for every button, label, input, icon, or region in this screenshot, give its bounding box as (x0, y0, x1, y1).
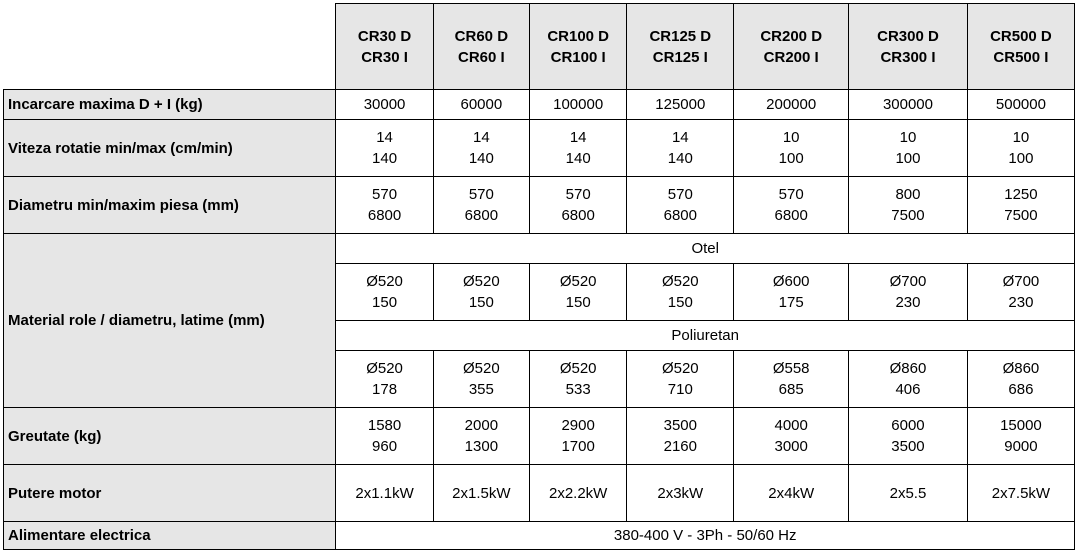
value-cell (734, 177, 849, 234)
value-cell (433, 264, 529, 321)
row-power-supply (4, 522, 1075, 550)
value-cell (627, 351, 734, 408)
value-cell (627, 264, 734, 321)
max-value: 140 (667, 150, 693, 167)
roller-diameter: Ø700 (889, 273, 927, 290)
value-cell (627, 408, 734, 465)
roller-diameter: Ø520 (559, 360, 597, 377)
max-value: 7500 (1004, 207, 1038, 224)
specifications-table (3, 3, 1075, 550)
model-header-cr200 (734, 4, 849, 90)
min-value: 14 (671, 129, 689, 146)
value-cell (530, 351, 627, 408)
row-label: Putere motor (4, 465, 336, 522)
row-label: Alimentare electrica (4, 522, 336, 550)
roller-width: 150 (565, 294, 591, 311)
min-value: 10 (899, 129, 917, 146)
value-cell: 60000 (433, 90, 529, 120)
roller-width: 175 (778, 294, 804, 311)
value-cell (849, 264, 968, 321)
value-cell (967, 264, 1074, 321)
model-name-i: CR30 I (361, 48, 408, 66)
value-cell (734, 351, 849, 408)
roller-width: 150 (468, 294, 494, 311)
roller-diameter: Ø558 (772, 360, 810, 377)
material-steel-heading: Otel (336, 234, 1075, 264)
roller-diameter: Ø520 (366, 360, 403, 377)
weight-d: 1580 (367, 417, 402, 434)
value-cell: 200000 (734, 90, 849, 120)
value-cell: 300000 (849, 90, 968, 120)
value-cell (530, 408, 627, 465)
roller-diameter: Ø520 (661, 273, 699, 290)
weight-d: 4000 (774, 417, 808, 434)
max-value: 140 (565, 150, 591, 167)
model-name-i: CR500 I (993, 48, 1049, 66)
value-cell: 2x7.5kW (967, 465, 1074, 522)
value-cell: 30000 (336, 90, 433, 120)
corner-cell (4, 4, 336, 90)
value-cell: 500000 (967, 90, 1074, 120)
max-value: 6800 (367, 207, 402, 224)
min-value: 570 (372, 186, 398, 203)
row-label: Incarcare maxima D + I (kg) (4, 90, 336, 120)
max-value: 140 (372, 150, 398, 167)
value-cell: 2x3kW (627, 465, 734, 522)
roller-diameter: Ø860 (889, 360, 927, 377)
value-cell (849, 177, 968, 234)
roller-width: 710 (667, 381, 693, 398)
max-value: 6800 (774, 207, 808, 224)
model-name-d: CR30 D (357, 27, 412, 45)
model-name-d: CR125 D (649, 27, 712, 45)
roller-width: 178 (372, 381, 398, 398)
value-cell (433, 408, 529, 465)
model-header-cr100 (530, 4, 627, 90)
min-value: 570 (565, 186, 591, 203)
weight-i: 960 (372, 438, 398, 455)
model-name-d: CR500 D (990, 27, 1052, 45)
value-cell (336, 264, 433, 321)
weight-i: 1700 (561, 438, 595, 455)
value-cell (967, 120, 1074, 177)
model-name-i: CR300 I (880, 48, 936, 66)
row-weight (4, 408, 1075, 465)
value-cell (530, 177, 627, 234)
roller-width: 230 (895, 294, 921, 311)
row-motor-power (4, 465, 1075, 522)
value-cell (433, 351, 529, 408)
roller-diameter: Ø520 (463, 360, 500, 377)
value-cell (967, 351, 1074, 408)
roller-diameter: Ø520 (661, 360, 699, 377)
row-label-material: Material role / diametru, latime (mm) (4, 234, 336, 408)
roller-width: 150 (372, 294, 398, 311)
model-name-d: CR100 D (547, 27, 610, 45)
row-label: Diametru min/maxim piesa (mm) (4, 177, 336, 234)
roller-diameter: Ø860 (1002, 360, 1040, 377)
value-cell (734, 408, 849, 465)
roller-width: 533 (565, 381, 591, 398)
min-value: 10 (782, 129, 800, 146)
value-cell (433, 177, 529, 234)
model-name-i: CR125 I (652, 48, 708, 66)
weight-i: 1300 (464, 438, 499, 455)
value-cell: 100000 (530, 90, 627, 120)
value-cell (849, 120, 968, 177)
max-value: 6800 (663, 207, 697, 224)
model-header-cr125 (627, 4, 734, 90)
roller-diameter: Ø520 (559, 273, 597, 290)
value-cell (336, 408, 433, 465)
row-label: Greutate (kg) (4, 408, 336, 465)
value-cell: 2x4kW (734, 465, 849, 522)
row-piece-diameter (4, 177, 1075, 234)
min-value: 570 (667, 186, 693, 203)
value-cell (967, 177, 1074, 234)
roller-diameter: Ø520 (366, 273, 403, 290)
roller-diameter: Ø600 (772, 273, 810, 290)
model-name-d: CR200 D (760, 27, 823, 45)
value-cell: 2x2.2kW (530, 465, 627, 522)
value-cell (433, 120, 529, 177)
min-value: 570 (468, 186, 494, 203)
min-value: 1250 (1004, 186, 1038, 203)
max-value: 140 (468, 150, 494, 167)
row-material-steel-heading (4, 234, 1075, 264)
min-value: 10 (1012, 129, 1030, 146)
model-header-cr30 (336, 4, 433, 90)
model-name-d: CR300 D (877, 27, 939, 45)
value-cell (336, 351, 433, 408)
value-cell (627, 177, 734, 234)
max-value: 6800 (561, 207, 595, 224)
max-value: 100 (895, 150, 921, 167)
model-header-cr500 (967, 4, 1074, 90)
roller-width: 686 (1008, 381, 1034, 398)
weight-i: 3000 (774, 438, 808, 455)
value-cell (530, 120, 627, 177)
max-value: 7500 (891, 207, 925, 224)
weight-d: 2900 (561, 417, 595, 434)
min-value: 14 (473, 129, 490, 146)
power-supply-value: 380-400 V - 3Ph - 50/60 Hz (336, 522, 1075, 550)
model-header-cr60 (433, 4, 529, 90)
value-cell: 2x5.5 (849, 465, 968, 522)
row-label: Viteza rotatie min/max (cm/min) (4, 120, 336, 177)
weight-d: 15000 (1000, 417, 1042, 434)
value-cell: 2x1.5kW (433, 465, 529, 522)
min-value: 570 (778, 186, 804, 203)
max-value: 6800 (464, 207, 499, 224)
weight-d: 6000 (891, 417, 925, 434)
roller-diameter: Ø700 (1002, 273, 1040, 290)
weight-i: 3500 (891, 438, 925, 455)
min-value: 800 (895, 186, 921, 203)
model-name-i: CR200 I (763, 48, 819, 66)
max-value: 100 (778, 150, 804, 167)
min-value: 14 (376, 129, 393, 146)
value-cell (849, 351, 968, 408)
value-cell (627, 120, 734, 177)
material-poly-heading: Poliuretan (336, 321, 1075, 351)
value-cell (734, 264, 849, 321)
roller-width: 355 (468, 381, 494, 398)
weight-i: 2160 (663, 438, 697, 455)
roller-width: 406 (895, 381, 921, 398)
header-row (4, 4, 1075, 90)
value-cell: 125000 (627, 90, 734, 120)
value-cell: 2x1.1kW (336, 465, 433, 522)
model-name-i: CR100 I (550, 48, 606, 66)
roller-width: 685 (778, 381, 804, 398)
row-rotation-speed (4, 120, 1075, 177)
roller-diameter: Ø520 (463, 273, 500, 290)
min-value: 14 (569, 129, 587, 146)
max-value: 100 (1008, 150, 1034, 167)
roller-width: 230 (1008, 294, 1034, 311)
weight-d: 2000 (464, 417, 499, 434)
weight-d: 3500 (663, 417, 697, 434)
weight-i: 9000 (1004, 438, 1038, 455)
roller-width: 150 (667, 294, 693, 311)
value-cell (849, 408, 968, 465)
value-cell (530, 264, 627, 321)
model-header-cr300 (849, 4, 968, 90)
value-cell (967, 408, 1074, 465)
value-cell (336, 177, 433, 234)
row-max-load (4, 90, 1075, 120)
model-name-i: CR60 I (458, 48, 505, 66)
value-cell (734, 120, 849, 177)
model-name-d: CR60 D (454, 27, 509, 45)
value-cell (336, 120, 433, 177)
